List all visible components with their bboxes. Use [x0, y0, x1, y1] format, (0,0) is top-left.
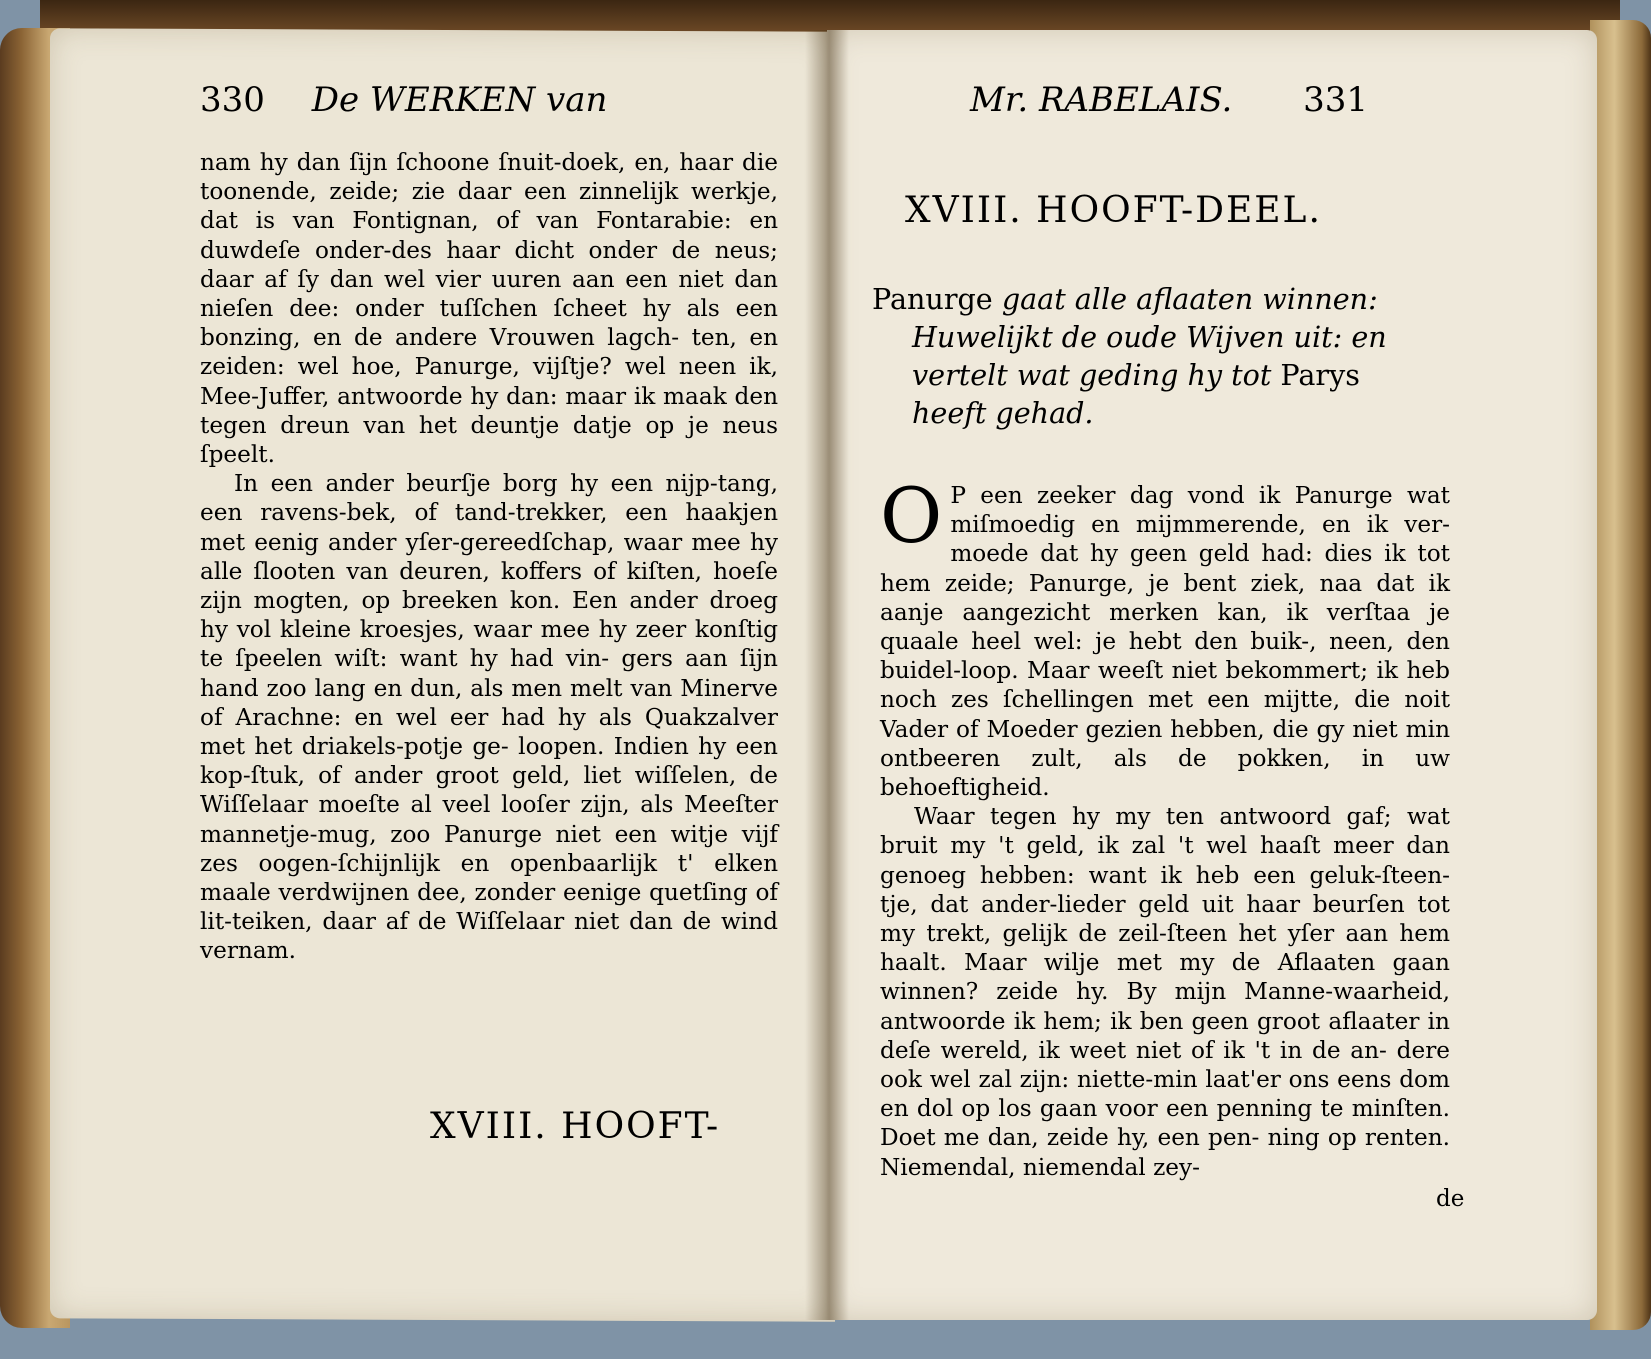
text-line: en duwdeſe onder-des haar dicht onder de — [200, 207, 778, 264]
right-running-title: Mr. RABELAIS. — [970, 80, 1233, 120]
text-line: een ravens-bek, of tand-trekker, een haakjen — [200, 499, 778, 527]
chapter-title: XVIII. HOOFT-DEEL. — [905, 190, 1322, 231]
text-line: melt van Minerve of Arachne: en wel eer had — [200, 674, 779, 731]
left-running-title: De WERKEN van — [311, 80, 608, 120]
paragraph — [880, 471, 1451, 802]
text-line: in deſe wereld, ik weet niet of ik 't in de an- — [880, 1007, 1450, 1064]
right-body-text — [880, 471, 1451, 1182]
text-line: hoeſe zijn mogten, op breeken kon. Een — [200, 557, 778, 615]
text-line: hy alle ſlooten van deuren, koffers of kiſten, — [200, 528, 778, 585]
left-page-number: 330 — [200, 80, 265, 120]
text-line: in uw behoeftigheid. — [880, 744, 1450, 802]
summary-line — [872, 356, 1444, 394]
chapter-summary — [872, 280, 1444, 432]
text-line: ik heb noch zes ſchellingen met een mijtte, — [880, 657, 1450, 714]
right-running-head — [970, 80, 1440, 130]
right-catchword: de — [1436, 1186, 1465, 1212]
text-line: op je neus ſpeelt. — [200, 411, 778, 469]
text-line: neus; daar af ſy dan wel vier uuren aan een — [200, 236, 778, 293]
paragraph — [200, 148, 778, 469]
text-line: zeer konſtig te ſpeelen wiſt: want hy had vin- — [200, 616, 778, 673]
summary-roman: Panurge — [872, 282, 993, 316]
text-line: gy niet min ontbeeren zult, als de pokken, — [880, 715, 1451, 772]
drop-cap: O — [880, 471, 943, 560]
text-line: zonder eenige quetſing of lit-teiken, daar af — [200, 879, 779, 936]
text-line: de Wiſſelaar niet dan de wind vernam. — [200, 908, 778, 965]
text-line: gers aan ſijn hand zoo lang en dun, als men — [200, 645, 778, 702]
text-line: met eenig ander yſer-gereedſchap, waar mee — [200, 528, 741, 556]
text-line: ten, en zeiden: wel hoe, Panurge, vijſtje? wel — [200, 324, 778, 381]
text-line: dere ook wel zal zijn: niette-min laat'er ons eens — [880, 1036, 1450, 1094]
text-line: neen ik, Mee-Juffer, antwoorde hy dan: maar — [200, 353, 778, 410]
text-line: winnen? zeide hy. By mijn Manne-waarheid, — [880, 978, 1450, 1006]
text-line: Waar tegen hy my ten antwoord gaf; wat — [914, 803, 1450, 831]
left-catchword-heading: XVIII. HOOFT- — [430, 1106, 721, 1147]
text-line: haalt. Maar wilje met my de Aflaaten gaan — [880, 949, 1450, 977]
text-line: genoeg hebben: want ik heb een geluk-ſteen- — [880, 861, 1450, 889]
text-line: my trekt, gelijk de zeil-ſteen het yſer aan hem — [880, 920, 1450, 948]
summary-line — [872, 280, 1444, 318]
text-line: miſmoedig en mijmmerende, en ik ver- — [950, 511, 1450, 539]
text-line: loopen. Indien hy een kop-ſtuk, of ander groot — [200, 733, 778, 790]
summary-italic: Huwelijkt de oude Wijven uit: en — [912, 320, 1387, 354]
text-line: buidel-loop. Maar weeſt niet bekommert; — [880, 657, 1369, 685]
paragraph — [200, 469, 778, 965]
text-line: moede dat hy geen geld had: dies ik tot — [950, 540, 1450, 568]
text-line: nam hy dan ſijn ſchoone ſnuit-doek, en, haar — [200, 149, 734, 176]
left-body-text — [200, 148, 778, 966]
text-line: Panurge niet een witje vijf zes oogen-ſchijnlijk — [200, 820, 778, 877]
summary-italic: heeft gehad. — [912, 396, 1094, 430]
text-line: ning op renten. Niemendal, niemendal zey- — [880, 1124, 1450, 1181]
text-line: dom en dol op los gaan voor een penning te — [880, 1066, 1450, 1123]
right-page-number: 331 — [1303, 80, 1369, 120]
text-line: looſer zijn, als Meeſter mannetje-mug, zoo — [200, 791, 779, 848]
book-edge-right — [1590, 20, 1651, 1330]
summary-roman: Parys — [1271, 358, 1360, 392]
text-line: als een bonzing, en de andere Vrouwen lagch- — [200, 295, 778, 352]
left-running-head — [200, 80, 770, 130]
text-line: niet dan nieſen dee: onder tuſſchen ſcheet hy — [200, 265, 778, 323]
text-line: hy als Quakzalver met het driakels-potje ge- — [200, 703, 778, 761]
text-line: minſten. Doet me dan, zeide hy, een pen- — [880, 1095, 1450, 1152]
summary-line — [872, 394, 1444, 432]
text-line: ander droeg hy vol kleine kroesjes, waar mee hy — [200, 587, 778, 644]
paragraph — [880, 802, 1450, 1182]
summary-italic: vertelt wat geding hy tot — [912, 358, 1272, 392]
text-line: In een ander beurſje borg hy een nijp-tang, — [234, 470, 778, 498]
text-line: ik maak den tegen dreun van het deuntje datje — [200, 382, 778, 439]
text-line: aanje aangezicht merken kan, ik verſtaa je — [880, 598, 1450, 626]
text-line: P een zeeker dag vond ik Panurge wat — [950, 482, 1450, 509]
text-line: antwoorde ik hem; ik ben geen groot aflaater — [880, 1007, 1420, 1035]
summary-italic: gaat alle aflaaten winnen: — [992, 282, 1378, 316]
book-gutter — [805, 30, 849, 1320]
text-line: en openbaarlijk t' elken maale verdwijnen dee, — [200, 849, 778, 907]
text-line: die noit Vader of Moeder gezien hebben, die — [880, 686, 1451, 743]
text-line: geld, liet wiſſelen, de Wiſſelaar moeſte al veel — [200, 762, 779, 819]
text-line: werkje, dat is van Fontignan, of van Fontarabie: — [200, 178, 779, 235]
summary-line — [872, 318, 1444, 356]
text-line: bruit my 't geld, ik zal 't wel haaſt meer dan — [880, 832, 1450, 860]
text-line: tje, dat ander-lieder geld uit haar beurſen tot — [880, 890, 1450, 918]
text-line: die toonende, zeide; zie daar een zinnelijk — [200, 149, 778, 206]
text-line: quaale heel wel: je hebt den buik-, neen, den — [880, 628, 1450, 656]
text-line: hem zeide; Panurge, je bent ziek, naa dat ik — [880, 569, 1450, 597]
